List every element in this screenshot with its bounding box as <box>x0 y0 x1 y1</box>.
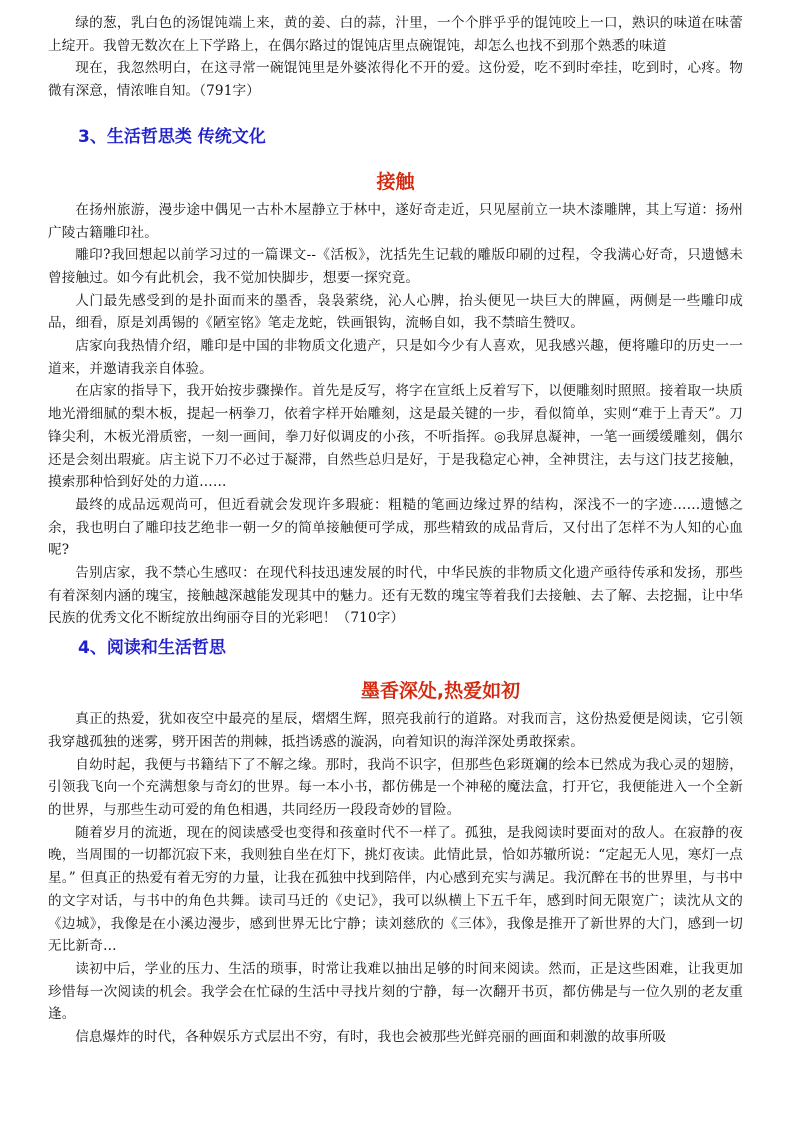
article-paragraph: 人门最先感受到的是扑面而来的墨香，袅袅萦绕，沁人心脾，抬头便见一块巨大的牌匾，两侧是一些雕印成品，细看，原是刘禹锡的《陋室铭》笔走龙蛇，铁画银钩，流畅自如，我不禁暗生赞叹。 <box>48 292 743 332</box>
article-paragraph: 在店家的指导下，我开始按步骤操作。首先是反写，将字在宣纸上反着写下，以便雕刻时照照。接着取一块质地光滑细腻的梨木板，提起一柄拳刀，依着字样开始雕刻，这是最关键的一步，看似简单，实则“难于上青天”。刀锋尖利，木板光滑质密，一刻一画间，拳刀好似调皮的小孩，不听指挥。◎我屏息凝神，一笔一画缓缓雕刻，偶尔还是会刻出瑕疵。店主说下刀不必过于凝滞，自然些总归是好，于是我稳定心神，全神贯注，去与这门技艺接触，摸索那种恰到好处的力道…… <box>48 383 743 491</box>
section-heading: 3、生活哲思类 传统文化 <box>78 126 266 147</box>
article-paragraph: 读初中后，学业的压力、生活的琐事，时常让我难以抽出足够的时间来阅读。然而，正是这些困难，让我更加珍惜每一次阅读的机会。我学会在忙碌的生活中寻找片刻的宁静，每一次翻开书页，都仿佛是与一位久别的老友重逢。 <box>48 960 743 1023</box>
intro-paragraph: 现在，我忽然明白，在这寻常一碗馄饨里是外婆浓得化不开的爱。这份爱，吃不到时牵挂，吃到时，心疼。物微有深意，情浓唯自知。（791字） <box>48 60 743 100</box>
article-paragraph: 随着岁月的流逝，现在的阅读感受也变得和孩童时代不一样了。孤独，是我阅读时要面对的敌人。在寂静的夜晚，当周围的一切都沉寂下来，我则独自坐在灯下，挑灯夜读。此情此景，恰如苏辙所说：“定起无人见，寒灯一点星。” 但真正的热爱有着无穷的力量，让我在孤独中找到陪伴，内心感到充实与满足。我沉醉在书的世界里，与书中的文字对话，与书中的角色共舞。读司马迁的《史记》，我可以纵横上下五千年，感到时间无限宽广；读沈从文的《边城》，我像是在小溪边漫步，感到世界无比宁静；读刘慈欣的《三体》，我像是推开了新世界的大门，感到一切无比新奇… <box>48 824 743 955</box>
article-paragraph: 告别店家，我不禁心生感叹：在现代科技迅速发展的时代，中华民族的非物质文化遗产亟待传承和发扬，那些有着深刻内涵的瑰宝，接触越深越能发现其中的魅力。还有无数的瑰宝等着我们去接触、去了解、去挖掘，让中华民族的优秀文化不断绽放出绚丽夺目的光彩吧！（710字） <box>48 565 743 627</box>
article-paragraph: 雕印?我回想起以前学习过的一篇课文--《活板》，沈括先生记载的雕版印刷的过程，令我满心好奇，只遗憾未曾接触过。如今有此机会，我不觉加快脚步，想要一探究竟。 <box>48 247 743 286</box>
article-paragraph: 自幼时起，我便与书籍结下了不解之缘。那时，我尚不识字，但那些色彩斑斓的绘本已然成为我心灵的翅膀，引领我飞向一个充满想象与奇幻的世界。每一本小书，都仿佛是一个神秘的魔法盒，打开它，我便能进入一个全新的世界，与那些生动可爱的角色相遇，共同经历一段段奇妙的冒险。 <box>48 756 743 818</box>
article-paragraph: 真正的热爱，犹如夜空中最亮的星辰，熠熠生辉，照亮我前行的道路。对我而言，这份热爱便是阅读，它引领我穿越孤独的迷雾，劈开困苦的荆棘，抵挡诱惑的漩涡，向着知识的海洋深处勇敢探索。 <box>48 711 743 750</box>
article-title: 接触 <box>376 170 415 193</box>
article-paragraph: 最终的成品远观尚可，但近看就会发现许多瑕疵：粗糙的笔画边缘过界的结构，深浅不一的字迹……遗憾之余，我也明白了雕印技艺绝非一朝一夕的简单接触便可学成，那些精致的成品背后，又付出了怎样不为人知的心血呢? <box>48 496 743 559</box>
article-title: 墨香深处,热爱如初 <box>360 680 521 703</box>
section-heading: 4、阅读和生活哲思 <box>78 638 226 659</box>
intro-paragraph: 绿的葱，乳白色的汤馄饨端上来，黄的姜、白的蒜，汁里，一个个胖乎乎的馄饨咬上一口，熟识的味道在味蕾上绽开。我曾无数次在上下学路上，在偶尔路过的馄饨店里点碗馄饨，却怎么也找不到那个熟悉的味道 <box>48 15 743 54</box>
article-paragraph: 店家向我热情介绍，雕印是中国的非物质文化遗产，只是如今少有人喜欢，见我感兴趣，便将雕印的历史一一道来，并邀请我亲自体验。 <box>48 338 743 377</box>
article-paragraph: 信息爆炸的时代，各种娱乐方式层出不穷，有时，我也会被那些光鲜亮丽的画面和刺激的故事所吸 <box>75 1029 667 1046</box>
article-paragraph: 在扬州旅游，漫步途中偶见一古朴木屋静立于林中，遂好奇走近，只见屋前立一块木漆雕牌，其上写道：扬州广陵古籍雕印社。 <box>48 201 743 241</box>
